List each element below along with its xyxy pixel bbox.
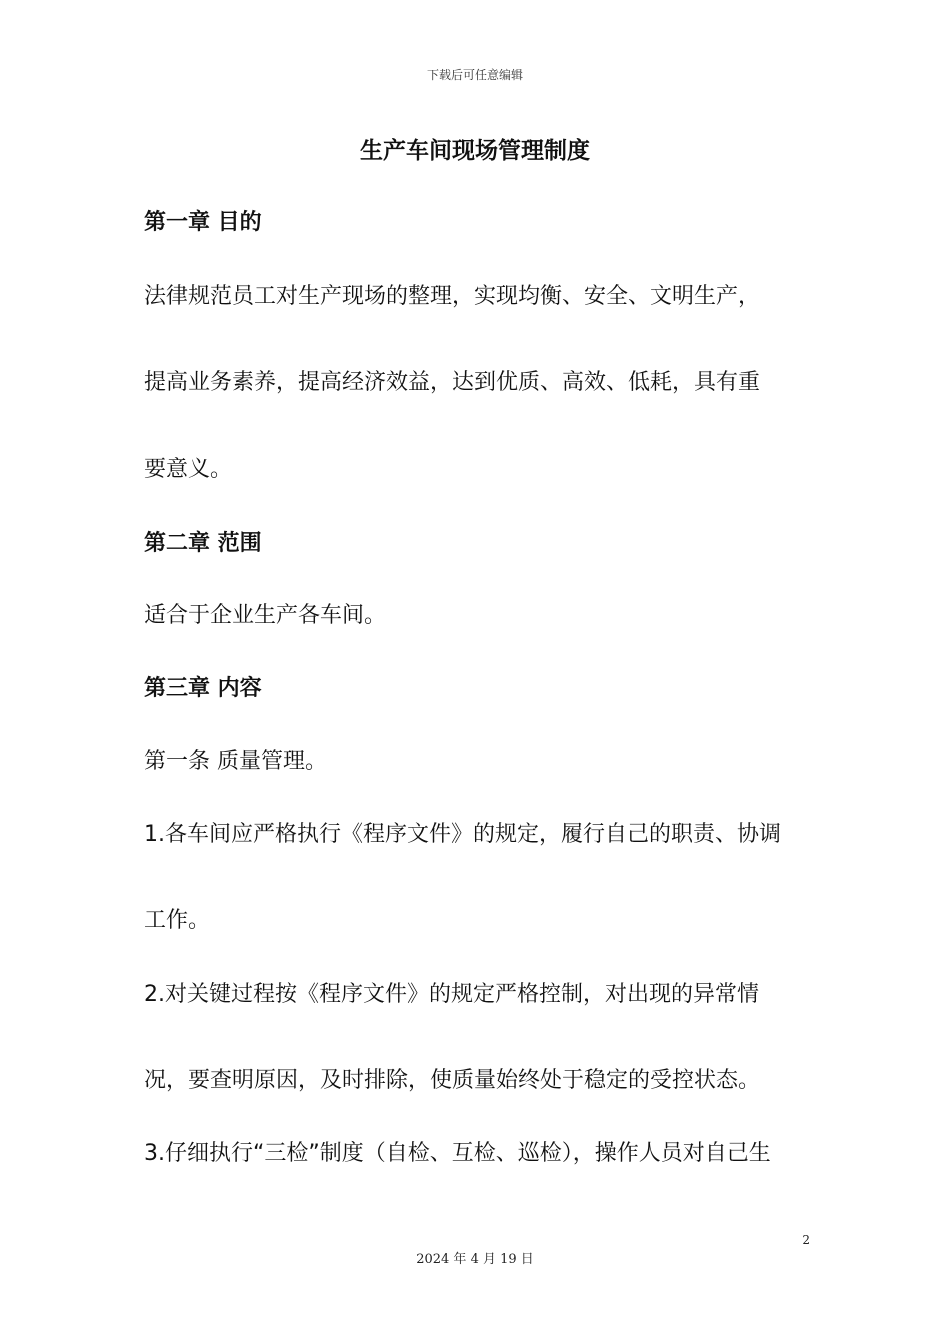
chapter-heading-3: 第三章 内容 bbox=[144, 676, 262, 701]
page-number: 2 bbox=[802, 1233, 810, 1247]
chapter-heading-1: 第一章 目的 bbox=[144, 210, 262, 235]
paragraph-line: 2.对关键过程按《程序文件》的规定严格控制，对出现的异常情 bbox=[144, 982, 759, 1007]
paragraph-line: 要意义。 bbox=[144, 457, 233, 482]
paragraph-line: 工作。 bbox=[144, 908, 211, 933]
paragraph-line: 法律规范员工对生产现场的整理，实现均衡、安全、文明生产， bbox=[144, 284, 761, 309]
paragraph-line: 提高业务素养，提高经济效益，达到优质、高效、低耗，具有重 bbox=[144, 370, 761, 395]
paragraph-line: 3.仔细执行“三检”制度（自检、互检、巡检），操作人员对自己生 bbox=[144, 1141, 771, 1166]
paragraph-line: 1.各车间应严格执行《程序文件》的规定，履行自己的职责、协调 bbox=[144, 822, 781, 847]
article-heading: 第一条 质量管理。 bbox=[144, 749, 327, 774]
paragraph-line: 况，要查明原因，及时排除，使质量始终处于稳定的受控状态。 bbox=[144, 1068, 761, 1093]
header-note: 下载后可任意编辑 bbox=[426, 68, 523, 82]
footer-date: 2024 年 4 月 19 日 bbox=[416, 1252, 534, 1267]
paragraph-line: 适合于企业生产各车间。 bbox=[144, 603, 387, 628]
document-title: 生产车间现场管理制度 bbox=[360, 138, 590, 164]
chapter-heading-2: 第二章 范围 bbox=[144, 531, 262, 556]
